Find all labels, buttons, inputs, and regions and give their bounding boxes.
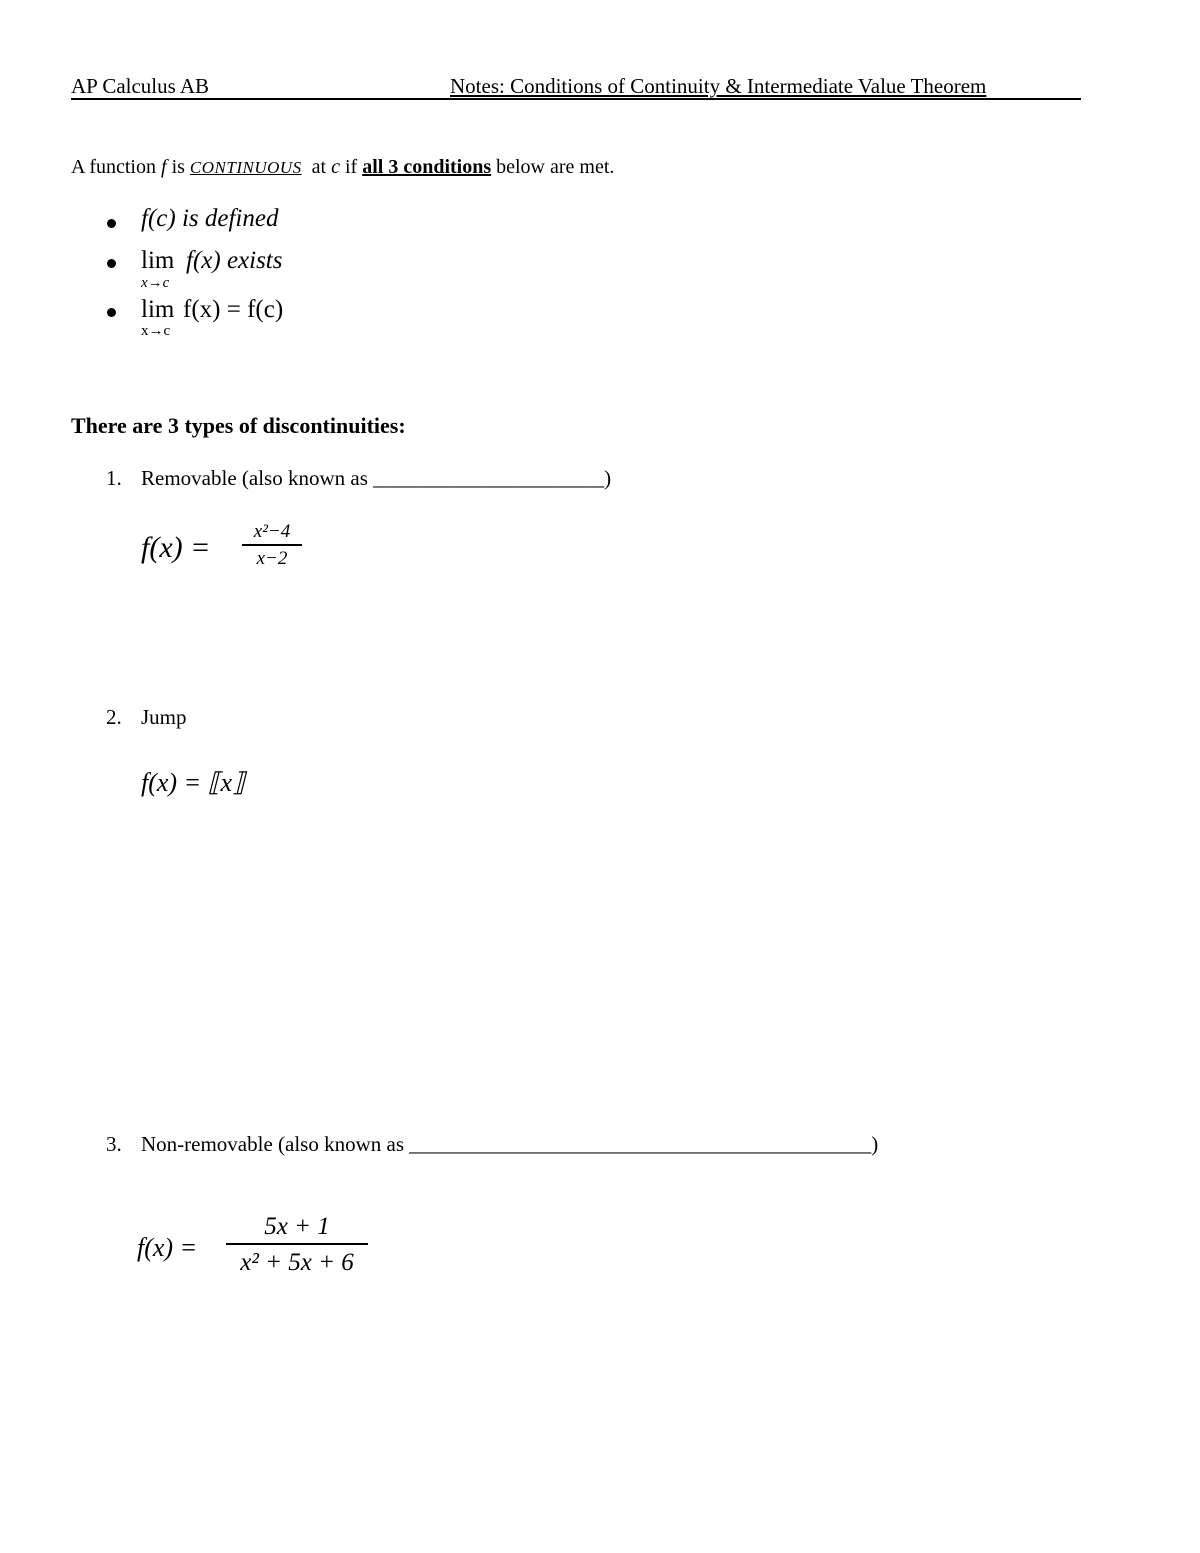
type-3-denominator: x² + 5x + 6 bbox=[240, 1249, 354, 1276]
type-1-lhs: f(x) = bbox=[141, 531, 211, 564]
condition-3-expression: f(x) = f(c) bbox=[183, 296, 284, 323]
definition-prefix: A function bbox=[71, 156, 156, 178]
bullet-icon bbox=[107, 308, 116, 317]
definition-continuous-term: CONTINUOUS bbox=[189, 158, 302, 177]
notes-title: Notes: Conditions of Continuity & Intermediate Value Theorem bbox=[450, 74, 987, 98]
type-1-numerator: x²−4 bbox=[253, 521, 291, 542]
definition-at: at bbox=[311, 156, 327, 178]
type-3-fraction bbox=[226, 1211, 368, 1281]
definition-suffix: below are met. bbox=[496, 156, 615, 178]
type-3-label: Non-removable (also known as ____________________________________________) bbox=[141, 1132, 879, 1156]
type-1-label: Removable (also known as ______________________) bbox=[141, 466, 612, 490]
condition-3-subscript: x→c bbox=[141, 323, 171, 339]
condition-2-expression: f(x) exists bbox=[186, 247, 283, 274]
page-header bbox=[71, 72, 1081, 100]
type-2-number: 2. bbox=[106, 705, 122, 729]
type-3-number: 3. bbox=[106, 1132, 122, 1156]
definition-all-conditions: all 3 conditions bbox=[362, 156, 492, 178]
definition-is: is bbox=[171, 156, 185, 178]
definition-function-symbol: f bbox=[161, 156, 167, 178]
type-2-equation: f(x) = ⟦x⟧ bbox=[141, 768, 245, 797]
definition-point-c: c bbox=[331, 156, 340, 178]
type-3-numerator: 5x + 1 bbox=[264, 1213, 330, 1240]
condition-3-lim: lim bbox=[141, 296, 175, 323]
definition-if: if bbox=[344, 156, 358, 178]
bullet-icon bbox=[107, 219, 116, 228]
type-1-number: 1. bbox=[106, 466, 122, 490]
discontinuity-types-heading: There are 3 types of discontinuities: bbox=[71, 413, 406, 438]
type-1-fraction bbox=[242, 520, 302, 572]
type-1-denominator: x−2 bbox=[256, 548, 288, 569]
type-2-label: Jump bbox=[141, 705, 187, 729]
bullet-icon bbox=[107, 259, 116, 268]
type-3-lhs: f(x) = bbox=[137, 1233, 198, 1262]
condition-2-subscript: x→c bbox=[141, 275, 170, 291]
condition-2-lim: lim bbox=[141, 247, 175, 274]
course-name: AP Calculus AB bbox=[71, 74, 210, 98]
continuity-definition bbox=[71, 156, 614, 179]
condition-1: f(c) is defined bbox=[141, 205, 279, 232]
